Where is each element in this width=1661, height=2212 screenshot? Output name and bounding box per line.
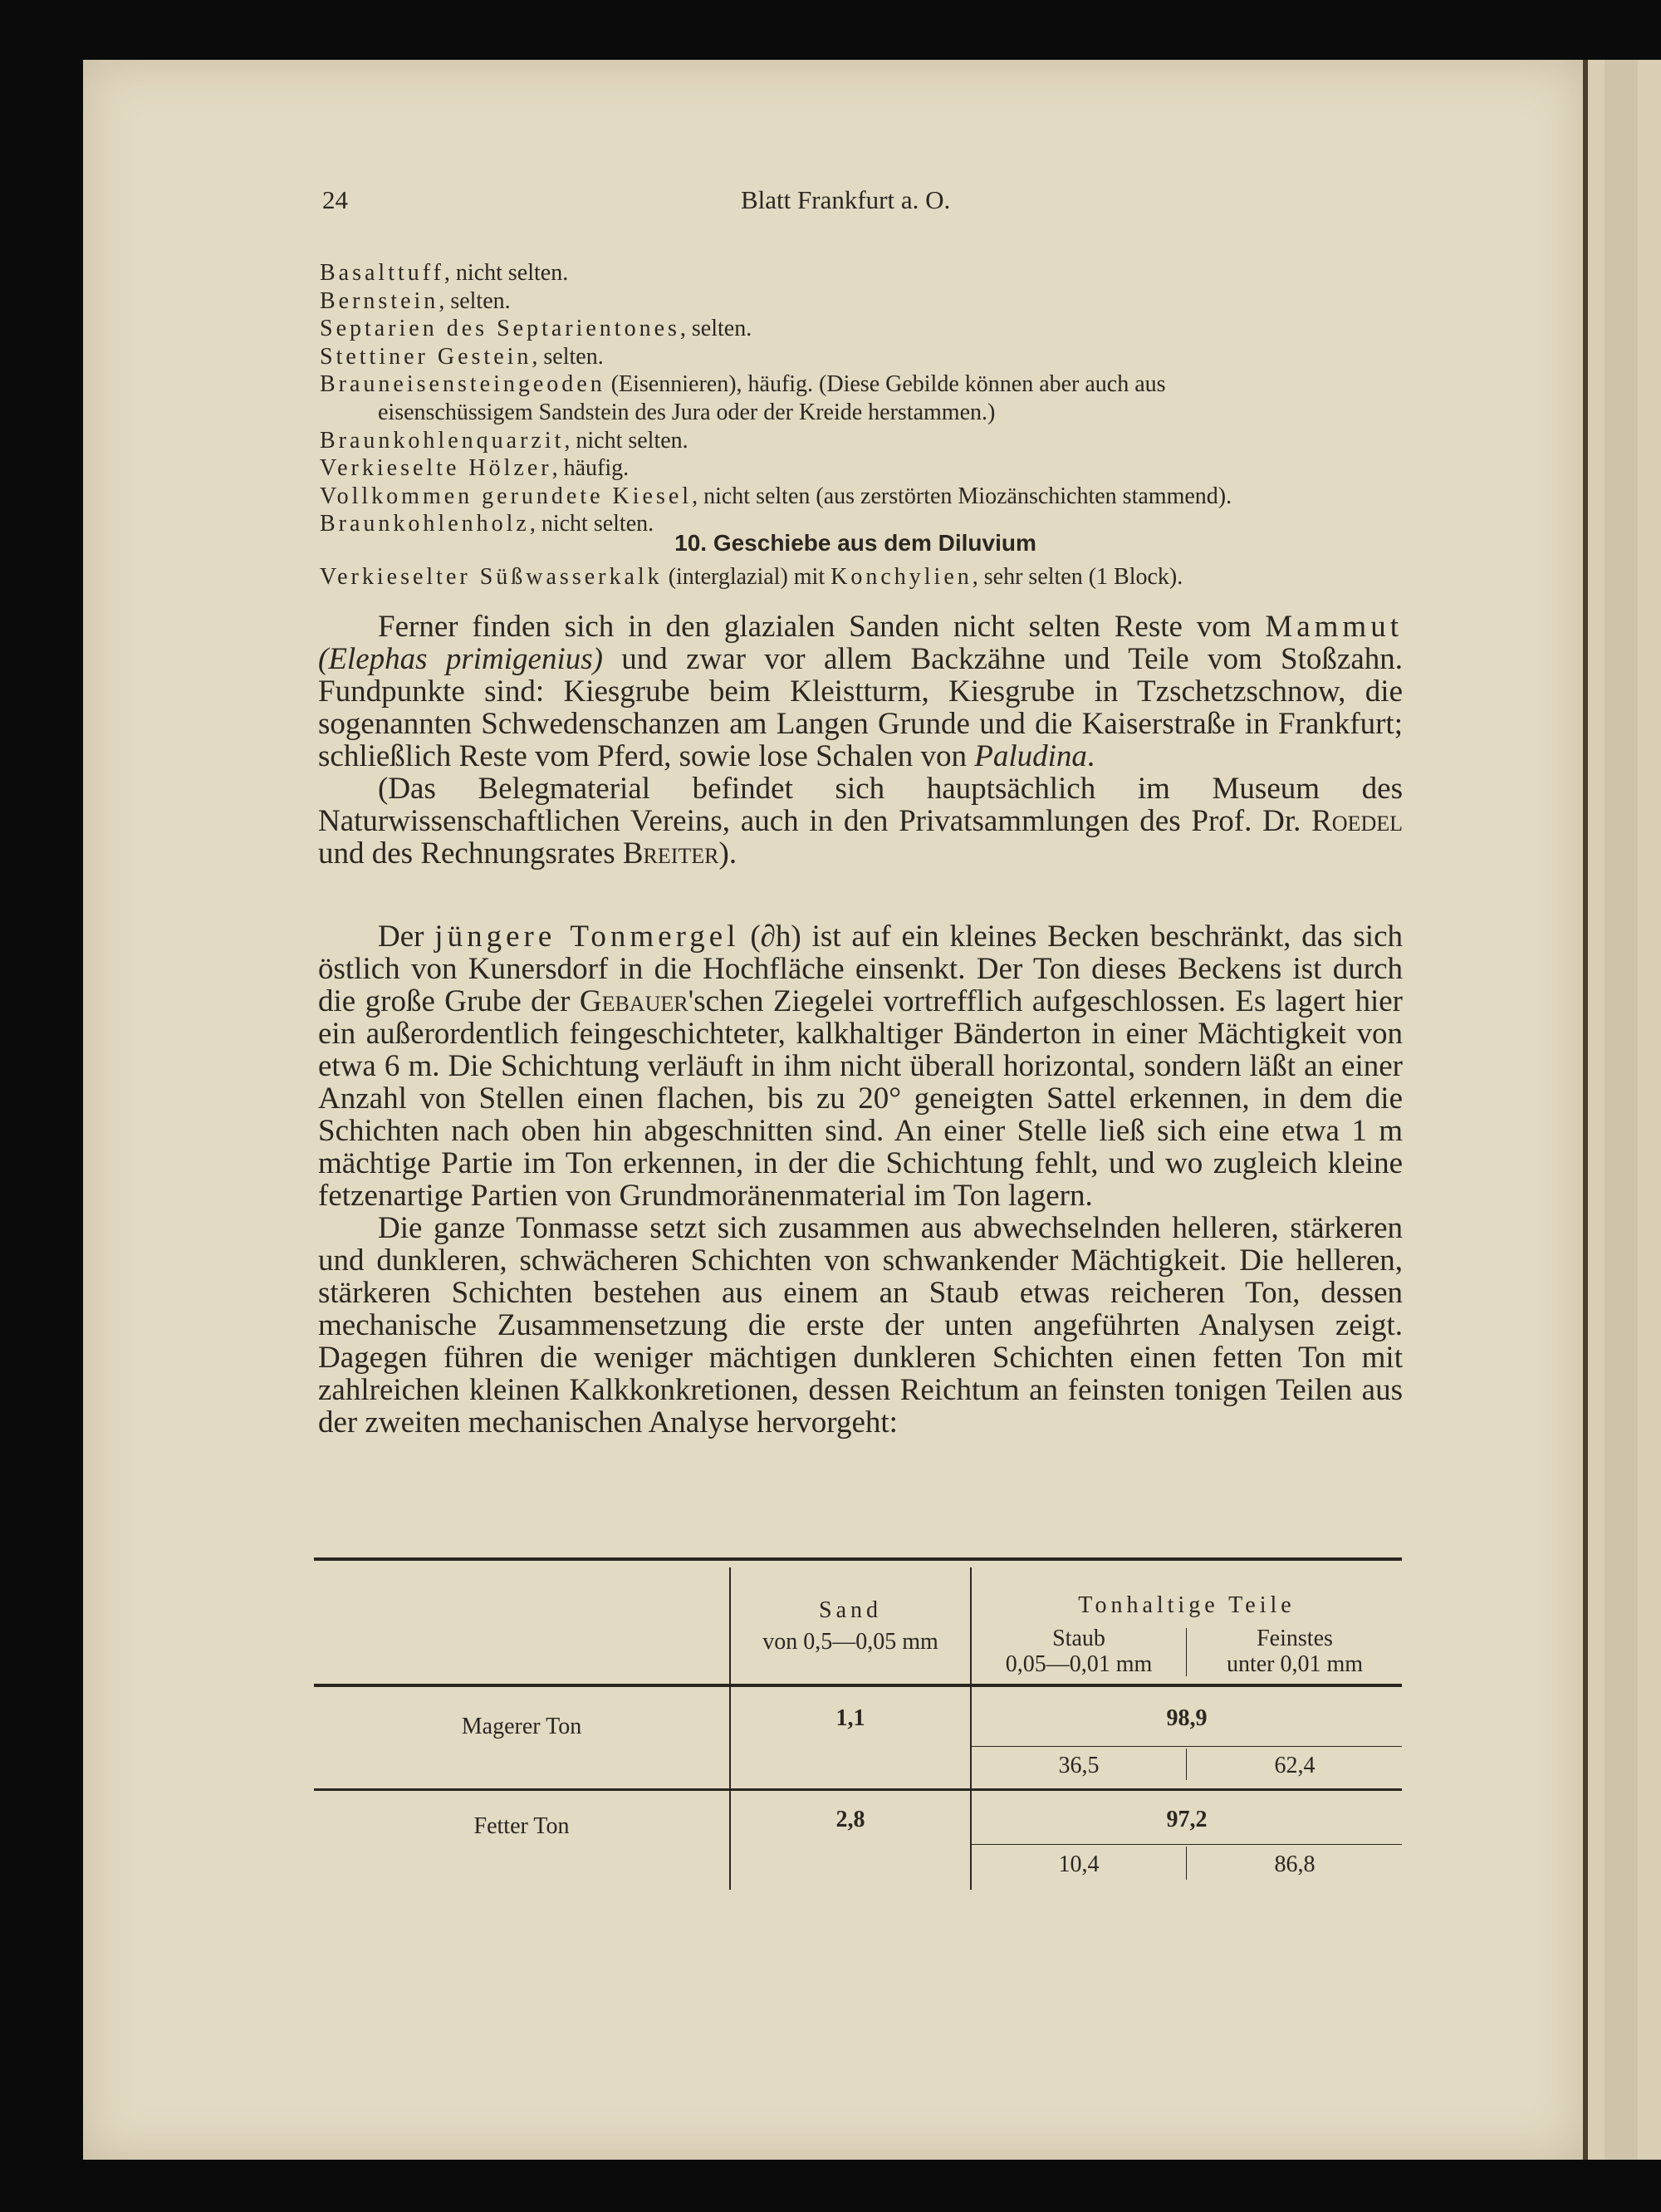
cell-feinstes: 62,4	[1274, 1753, 1316, 1778]
list-item: Basalttuff, nicht selten.	[320, 260, 569, 286]
table-header-rule	[314, 1684, 1402, 1687]
body-text-2	[318, 920, 1403, 1439]
table-subrow-rule-1	[972, 1746, 1402, 1747]
row-label: Magerer Ton	[461, 1714, 582, 1739]
cell-staub: 10,4	[1058, 1852, 1100, 1877]
col-header-tonhaltig: Tonhaltige Teile	[1078, 1592, 1296, 1618]
list-item-continuation: eisenschüssigem Sandstein des Jura oder der Kreide herstammen.)	[378, 399, 996, 425]
running-title: Blatt Frankfurt a. O.	[741, 185, 951, 214]
cell-ton-total: 98,9	[1166, 1705, 1208, 1731]
cell-ton-total: 97,2	[1166, 1807, 1208, 1832]
book-page-right-edge	[1583, 60, 1661, 2160]
cell-sand: 1,1	[835, 1705, 865, 1731]
col-header-feinstes: Feinstes	[1257, 1626, 1333, 1651]
table-row-rule	[314, 1788, 1402, 1791]
cell-staub: 36,5	[1058, 1753, 1100, 1778]
col-header-sand: Sand	[819, 1597, 882, 1623]
col-sub-feinstes: unter 0,01 mm	[1226, 1651, 1364, 1677]
page-number: 24	[322, 185, 348, 214]
body-text-1	[318, 611, 1403, 870]
analysis-table	[314, 1557, 1402, 1890]
section-heading: 10. Geschiebe aus dem Diluvium	[674, 530, 1036, 556]
list-item: Braunkohlenquarzit, nicht selten.	[320, 427, 688, 454]
paragraph-tonmergel: Der jüngere Tonmergel (∂h) ist auf ein kleines Becken beschränkt, das sich östlich von Kunersdorf in die Hochfläche einsenkt. Der Ton dieses Beckens ist durch die große Grube der Gebauer'schen Ziegelei vortrefflich aufgeschlossen. Es lagert hier ein außerordentlich feingeschichteter, kalkhaltiger Bänderton in einer Mächtigkeit von etwa 6 m. Die Schichtung verläuft in ihm nicht überall horizontal, sondern läßt an einer Anzahl von Stellen einen flachen, bis zu 20° geneigten Sattel erkennen, in dem die Schichten nach oben hin abgeschnitten sind. An einer Stelle ließ sich eine etwa 1 m mächtige Partie im Ton erkennen, in der die Schichtung fehlt, und wo zugleich kleine fetzenartige Partien von Grundmoränenmaterial im Ton lagern.	[318, 920, 1404, 1213]
col-sub-staub: 0,05—0,01 mm	[1005, 1651, 1153, 1677]
list-item: Septarien des Septarientones, selten.	[320, 316, 752, 342]
list-item: Verkieselte Hölzer, häufig.	[320, 455, 630, 482]
table-vline-sub	[1186, 1628, 1187, 1676]
col-sub-sand: von 0,5—0,05 mm	[762, 1629, 938, 1655]
paragraph-tonmasse: Die ganze Tonmasse setzt sich zusammen aus abwechselnden helleren, stärkeren und dunkleren, schwächeren Schichten von schwankender Mächtigkeit. Die helleren, stärkeren Schichten bestehen aus einem an Staub etwas reicheren Ton, dessen mechanische Zusammensetzung die erste der unten angeführten Analysen zeigt. Dagegen führen die weniger mächtigen dunkleren Schichten einen fetten Ton mit zahlreichen kleinen Kalkkonkretionen, dessen Reichtum an feinsten tonigen Teilen aus der zweiten mechanischen Analyse hervorgeht:	[318, 1211, 1403, 1440]
table-subrow-rule-2	[972, 1844, 1402, 1845]
col-header-staub: Staub	[1052, 1626, 1105, 1651]
section-line: Verkieselter Süßwasserkalk (interglazial) mit Konchylien, sehr selten (1 Block).	[320, 564, 1183, 590]
list-item: Braunkohlenholz, nicht selten.	[320, 511, 654, 537]
table-vline-row2	[1186, 1847, 1187, 1880]
paragraph-mammut: Ferner finden sich in den glazialen Sanden nicht selten Reste vom Mammut (Elephas primigenius) und zwar vor allem Backzähne und Teile vom Stoßzahn. Fundpunkte sind: Kiesgrube beim Kleistturm, Kiesgrube in Tzschetzschnow, die sogenannten Schwedenschanzen am Langen Grunde und die Kaiserstraße in Frankfurt; schließlich Reste vom Pferd, sowie lose Schalen von Paludina.	[318, 610, 1404, 773]
table-vline-row1	[1186, 1749, 1187, 1780]
list-item: Brauneisensteingeoden (Eisennieren), häufig. (Diese Gebilde können aber auch aus	[320, 371, 1166, 398]
list-item: Bernstein, selten.	[320, 287, 511, 314]
table-top-rule	[314, 1557, 1402, 1561]
row-label: Fetter Ton	[473, 1813, 570, 1839]
list-item: Stettiner Gestein, selten.	[320, 343, 604, 370]
paragraph-belegmaterial: (Das Belegmaterial befindet sich hauptsächlich im Museum des Naturwissenschaftlichen Vereins, auch in den Privatsammlungen des Prof. Dr. Roedel und des Rechnungsrates Breiter).	[318, 772, 1403, 871]
cell-feinstes: 86,8	[1274, 1852, 1316, 1877]
cell-sand: 2,8	[835, 1807, 865, 1832]
geschiebe-list	[320, 259, 1424, 538]
list-item: Vollkommen gerundete Kiesel, nicht selten (aus zerstörten Miozänschichten stammend).	[320, 483, 1232, 509]
